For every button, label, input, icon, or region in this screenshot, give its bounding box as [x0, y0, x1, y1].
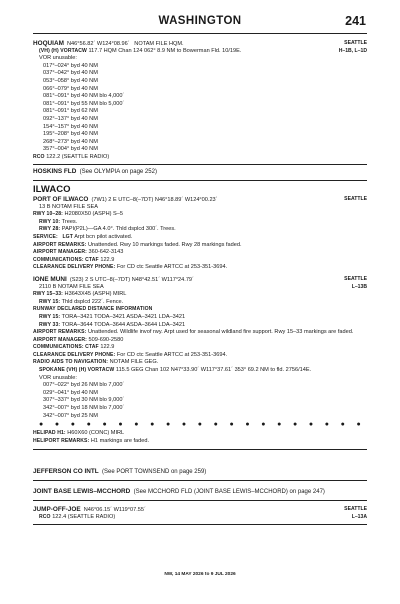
ione-decl33-text: TORA–3644 TODA–3644 ASDA–3644 LDA–3421 — [61, 321, 186, 328]
ione-spokane-text: 115.5 GEG Chan 102 N47°33.90´ W117°37.61´ 353° 69.2 NM to fld. 2756/14E. — [115, 367, 312, 374]
ione-navaid-text: NOTAM FILE GEG. — [109, 359, 159, 366]
heliport-remarks-text: H1 markings are faded. — [90, 437, 150, 444]
port-ilwaco-elev: 13 B NOTAM FILE SEA — [39, 203, 98, 210]
ione-vor-unusable: VOR unusable: — [39, 374, 77, 381]
jefferson-entry — [33, 463, 367, 481]
ione-chart: L–13B — [351, 283, 367, 290]
ione-comm-text: 122.9 — [100, 344, 115, 351]
hoquiam-vor-unusable: VOR unusable: — [39, 55, 77, 62]
ione-manager-label: AIRPORT MANAGER: — [33, 336, 87, 343]
port-manager-text: 360-642-3143 — [88, 249, 124, 256]
hoquiam-coords: N46°56.82´ W124°08.96´ — [67, 41, 130, 47]
port-manager-label: AIRPORT MANAGER: — [33, 249, 87, 256]
ione-clearance-label: CLEARANCE DELIVERY PHONE: — [33, 351, 116, 358]
ilwaco-entry — [33, 181, 367, 450]
jblm-entry — [33, 483, 367, 501]
ione-decl33-label: RWY 33: — [39, 321, 61, 328]
port-rwy10-label: RWY 10: — [39, 218, 61, 225]
ione-spokane-label: SPOKANE (VH) (H) VORTACW — [39, 367, 115, 374]
ione-rwy-text: H3643X45 (ASPH) MIRL — [64, 291, 127, 298]
ione-remarks-label: AIRPORT REMARKS: — [33, 329, 87, 336]
port-service-label: SERVICE: — [33, 233, 58, 240]
jefferson-name: JEFFERSON CO INTL — [33, 468, 99, 475]
ione-navaid-label: RADIO AIDS TO NAVIGATION: — [33, 359, 109, 366]
port-rwy28-text: PAPI(P2L)—GA 4.0°. Thld dsplcd 300´. Trees. — [61, 226, 176, 233]
port-comm-label: COMMUNICATIONS: CTAF — [33, 256, 99, 263]
port-rwy28-label: RWY 28: — [39, 226, 61, 233]
port-clearance-text: For CD ctc Seattle ARTCC at 253-351-3694. — [116, 264, 228, 271]
ione-restriction: 342°–007° byd 25 NM — [43, 412, 98, 419]
jump-rco-text: 122.4 (SEATTLE RADIO) — [52, 513, 116, 520]
hoquiam-restriction: 037°–042° byd 40 NM — [43, 70, 98, 77]
hoquiam-rco-label: RCO — [33, 153, 45, 160]
jblm-ref[interactable]: (See MCCHORD FLD (JOINT BASE LEWIS–MCCHORD) on page 247) — [133, 489, 325, 495]
hoquiam-restriction: 081°–091° byd 62 NM — [43, 108, 98, 115]
port-rwy-label: RWY 10–28: — [33, 211, 63, 218]
jefferson-ref[interactable]: (See PORT TOWNSEND on page 259) — [102, 469, 207, 475]
hoquiam-restriction: 195°–208° byd 40 NM — [43, 131, 98, 138]
heliport-remarks-label: HELIPORT REMARKS: — [33, 437, 90, 444]
hoquiam-restriction: 268°–273° byd 40 NM — [43, 138, 98, 145]
port-rwy-text: H2080X50 (ASPH) S–5 — [64, 211, 124, 218]
ione-restriction: 342°–007° byd 18 NM blo 7,000´ — [43, 405, 125, 412]
hoquiam-name: HOQUIAM — [33, 40, 64, 47]
hoquiam-chart: H–1B, L–1D — [338, 47, 367, 54]
hoquiam-region: SEATTLE — [344, 40, 367, 46]
ione-comm-label: COMMUNICATIONS: CTAF — [33, 344, 99, 351]
page-number: 241 — [345, 14, 366, 28]
helipad-label: HELIPAD H1: — [33, 430, 66, 437]
ione-manager-text: 509-690-2580 — [88, 336, 124, 343]
hoskins-entry — [33, 163, 367, 181]
ione-rwy15-text: Thld dsplcd 222´. Fence. — [61, 298, 124, 305]
hoquiam-restriction: 092°–137° byd 40 NM — [43, 115, 98, 122]
hoquiam-entry — [33, 40, 367, 165]
hoquiam-restriction: 017°–024° byd 40 NM — [43, 62, 98, 69]
footer-effective-dates: NW, 14 MAY 2026 to 9 JUL 2026 — [164, 572, 236, 577]
hoquiam-vortac-label: (VH) (H) VORTACW — [39, 47, 87, 54]
port-comm-text: 122.9 — [100, 256, 115, 263]
ione-info: (S23) 2 S UTC–8(–7DT) N48°42.51´ W117°24.79´ — [69, 276, 194, 283]
jump-name: JUMP-OFF-JOE — [33, 506, 81, 513]
hoquiam-restriction: 081°–091° byd 40 NM blo 4,000´ — [43, 93, 125, 100]
city-ilwaco: ILWACO — [33, 184, 71, 195]
port-ilwaco-info: (7W1) 2 E UTC–8(–7DT) N46°18.89´ W124°00.23´ — [91, 197, 218, 203]
ione-restriction: 007°–022° byd 26 NM blo 7,000´ — [43, 382, 125, 389]
port-remarks-label: AIRPORT REMARKS: — [33, 241, 87, 248]
ione-decl15-label: RWY 15: — [39, 313, 61, 320]
state-title: WASHINGTON — [158, 15, 242, 27]
ione-clearance-text: For CD ctc Seattle ARTCC at 253-351-3694. — [116, 351, 228, 358]
jump-entry — [33, 503, 367, 525]
ione-name: IONE MUNI — [33, 275, 67, 283]
hoquiam-notam: NOTAM FILE HQM. — [134, 41, 184, 47]
heliport-divider: ● ● ● ● ● ● ● ● ● ● ● ● ● ● ● ● ● ● ● ● ● — [39, 421, 361, 429]
ione-rwy-label: RWY 15–33: — [33, 291, 63, 298]
hoquiam-restriction: 081°–091° byd 55 NM blo 5,000´ — [43, 100, 125, 107]
jump-coords: N46°06.15´ W119°07.55´ — [83, 507, 146, 513]
ione-rwy15-label: RWY 15: — [39, 298, 61, 305]
port-rwy10-text: Trees. — [61, 218, 78, 225]
jump-rco-label: RCO — [39, 513, 51, 520]
port-service-text: Arpt bcn pilot activated. — [74, 233, 133, 240]
ione-decl15-text: TORA–3421 TODA–3421 ASDA–3421 LDA–3421 — [61, 313, 186, 320]
port-clearance-label: CLEARANCE DELIVERY PHONE: — [33, 264, 116, 271]
header-rule — [33, 33, 367, 34]
ione-region: SEATTLE — [344, 275, 367, 282]
hoquiam-restriction: 357°–004° byd 40 NM — [43, 146, 98, 153]
port-remarks-text: Unattended. Rwy 10 markings faded. Rwy 28 markings faded. — [87, 241, 242, 248]
ione-restriction: 029°–041° byd 40 NM — [43, 389, 98, 396]
page-header — [0, 0, 400, 36]
hoquiam-vortac-text: 117.7 HQM Chan 124 062° 8.9 NM to Bowerman Fld. 10/19E. — [88, 47, 242, 54]
hoskins-name: HOSKINS FLD — [33, 168, 77, 175]
jump-chart: L–13A — [351, 513, 367, 520]
ione-declared-label: RUNWAY DECLARED DISTANCE INFORMATION — [33, 306, 153, 313]
hoquiam-restriction: 066°–079° byd 40 NM — [43, 85, 98, 92]
port-ilwaco-name: PORT OF ILWACO — [33, 196, 89, 203]
hoquiam-restriction: 053°–058° byd 40 NM — [43, 77, 98, 84]
ione-remarks-text: Unattended. Wildlife invof rwy. Arpt used for seasonal wildland fire support. Rwy 15–33 markings are faded. — [87, 329, 354, 336]
hoskins-ref[interactable]: (See OLYMPIA on page 252) — [79, 169, 157, 175]
port-ilwaco-region: SEATTLE — [344, 196, 367, 202]
ione-elev: 2110 B NOTAM FILE SEA — [39, 283, 104, 290]
helipad-text: H60X60 (CONC) MIRL — [67, 430, 125, 437]
port-lgt-label: LGT — [62, 233, 73, 240]
jump-region: SEATTLE — [344, 506, 367, 512]
hoquiam-rco-text: 122.2 (SEATTLE RADIO) — [46, 153, 110, 160]
hoquiam-restriction: 154°–157° byd 40 NM — [43, 123, 98, 130]
jblm-name: JOINT BASE LEWIS–MCCHORD — [33, 488, 131, 495]
ione-restriction: 307°–337° byd 30 NM blo 9,000´ — [43, 397, 125, 404]
